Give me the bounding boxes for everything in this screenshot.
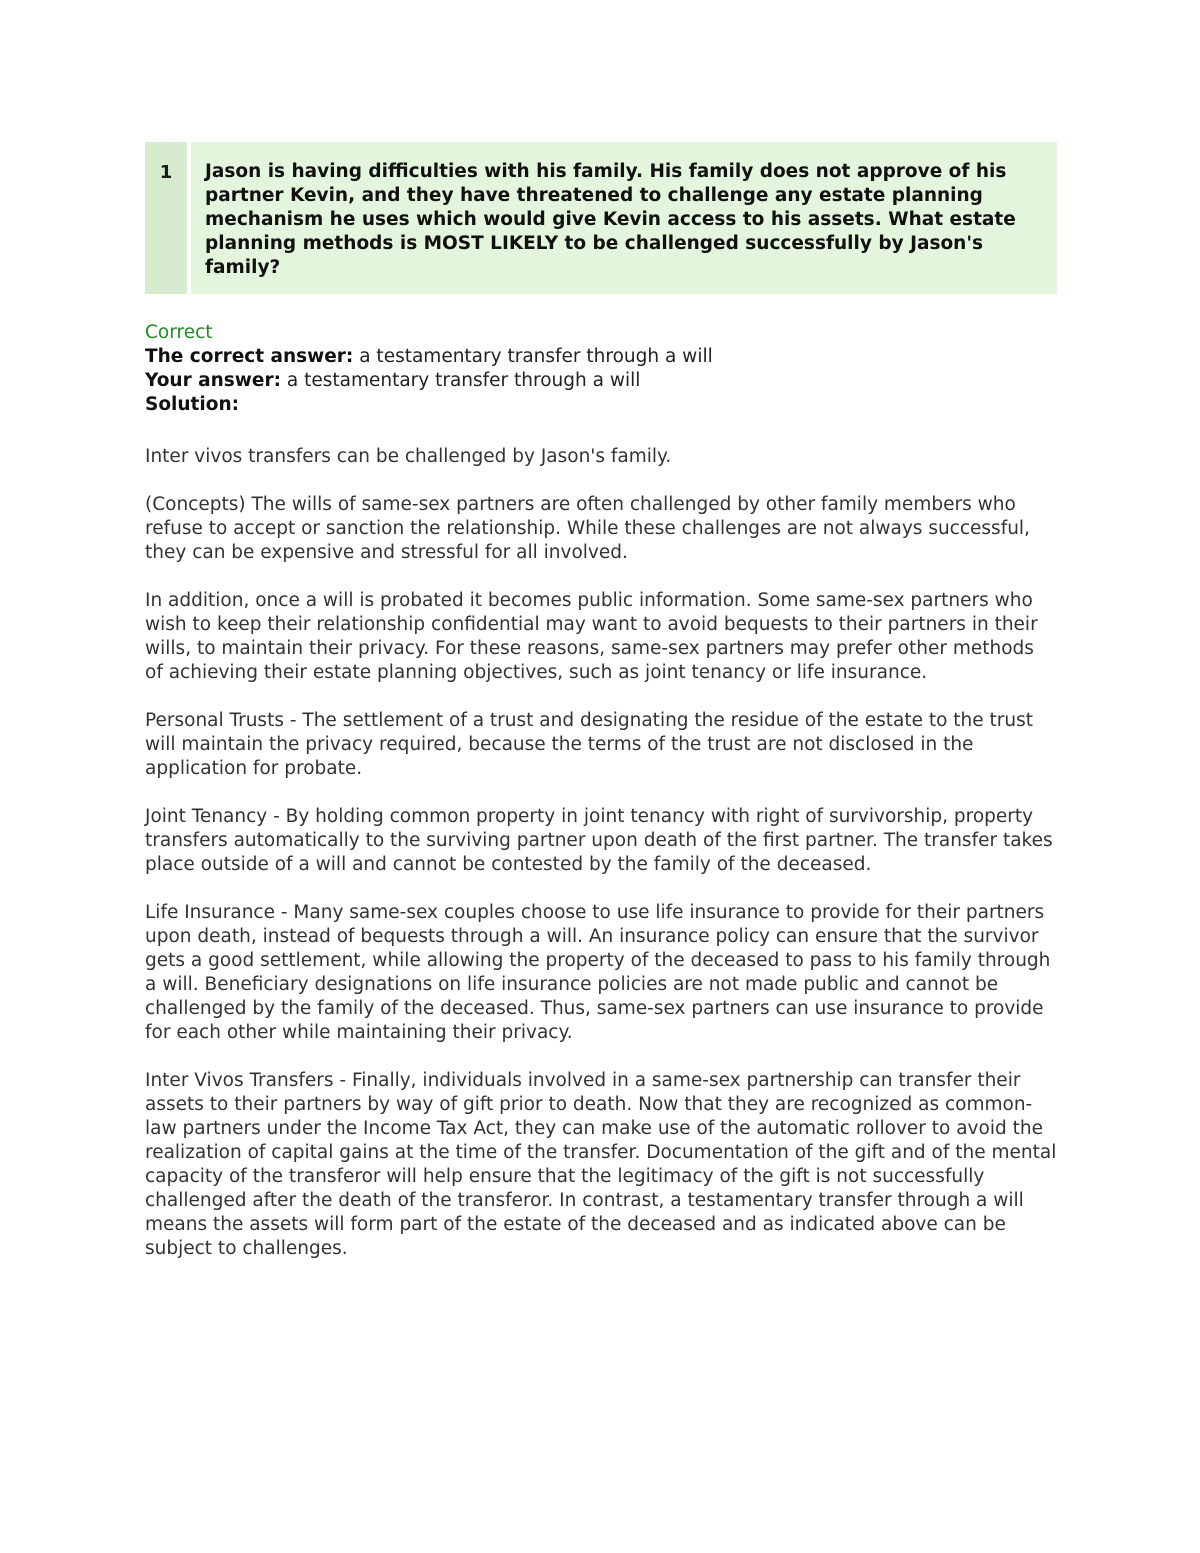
solution-label: Solution: bbox=[145, 394, 240, 415]
solution-paragraph: Life Insurance - Many same-sex couples choose to use life insurance to provide for their partners upon death, instead of bequests through a will. An insurance policy can ensure that the survivor gets a good settlement, while allowing the property of the deceased to pass to his family through a will. Beneficiary designations on life insurance policies are not made public and cannot be challenged by the family of the deceased. Thus, same-sex partners can use insurance to provide for each other while maintaining their privacy. bbox=[145, 902, 1051, 1043]
correct-answer-value: a testamentary transfer through a will bbox=[359, 346, 713, 367]
quiz-result-page bbox=[145, 142, 1057, 1261]
correct-answer-label: The correct answer: bbox=[145, 346, 354, 367]
solution-paragraph: Joint Tenancy - By holding common property in joint tenancy with right of survivorship, property transfers automatically to the surviving partner upon death of the first partner. The transfer takes place outside of a will and cannot be contested by the family of the deceased. bbox=[145, 806, 1053, 875]
solution-paragraph: Personal Trusts - The settlement of a trust and designating the residue of the estate to the trust will maintain the privacy required, because the terms of the trust are not disclosed in the application for probate. bbox=[145, 710, 1034, 779]
solution-heading-line bbox=[145, 393, 1057, 417]
question-number: 1 bbox=[145, 142, 187, 294]
your-answer-line bbox=[145, 369, 1057, 393]
correct-answer-line bbox=[145, 345, 1057, 369]
solution-paragraph: Inter vivos transfers can be challenged by Jason's family. bbox=[145, 446, 672, 467]
solution-body bbox=[145, 445, 1057, 1261]
your-answer-label: Your answer: bbox=[145, 370, 281, 391]
solution-paragraph: Inter Vivos Transfers - Finally, individuals involved in a same-sex partnership can transfer their assets to their partners by way of gift prior to death. Now that they are recognized as common-law partners under the Income Tax Act, they can make use of the automatic rollover to avoid the realization of capital gains at the time of the transfer. Documentation of the gift and of the mental capacity of the transferor will help ensure that the legitimacy of the gift is not successfully challenged after the death of the transferor. In contrast, a testamentary transfer through a will means the assets will form part of the estate of the deceased and as indicated above can be subject to challenges. bbox=[145, 1070, 1057, 1259]
your-answer-value: a testamentary transfer through a will bbox=[286, 370, 641, 391]
solution-paragraph: (Concepts) The wills of same-sex partners are often challenged by other family members who refuse to accept or sanction the relationship. While these challenges are not always successful, they can be expensive and stressful for all involved. bbox=[145, 494, 1030, 563]
result-status: Correct bbox=[145, 322, 213, 343]
solution-paragraph: In addition, once a will is probated it becomes public information. Some same-sex partners who wish to keep their relationship confidential may want to avoid bequests to their partners in their wills, to maintain their privacy. For these reasons, same-sex partners may prefer other methods of achieving their estate planning objectives, such as joint tenancy or life insurance. bbox=[145, 590, 1038, 683]
question-box bbox=[145, 142, 1057, 294]
question-text: Jason is having difficulties with his family. His family does not approve of his partner Kevin, and they have threatened to challenge any estate planning mechanism he uses which would give Kevin access to his assets. What estate planning methods is MOST LIKELY to be challenged successfully by Jason's family? bbox=[205, 161, 1016, 278]
